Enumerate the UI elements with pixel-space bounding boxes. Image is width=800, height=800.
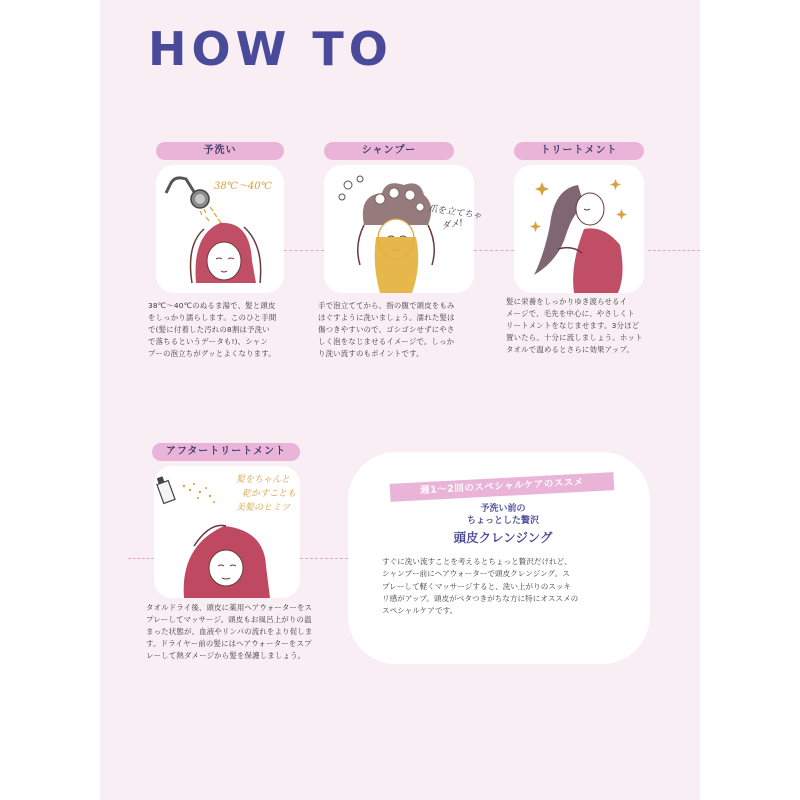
shower-illustration [156,165,284,293]
desc-line: す。ドライヤー前の髪にはヘアウォーターをスプ [146,638,312,648]
desc-line: レーして熱ダメージから髪を保護しましょう。 [146,650,306,660]
desc-line: 38℃〜40℃のぬるま湯で、髪と頭皮 [148,301,276,310]
special-care-heading: 頭皮クレンジング [453,530,553,545]
desc-line: 手で泡立ててから、指の腹で頭皮をもみ [318,301,455,310]
body-line: シャンプー前にヘアウォーターで頭皮クレンジング。ス [382,569,570,579]
special-care-subtitle [408,504,598,527]
step-illustration-treatment [514,165,644,293]
step-illustration-prewash [156,165,284,293]
connector-line [300,558,348,559]
desc-line: 髪に栄養をしっかりゆき渡らせるイ [506,297,628,306]
body-line: すぐに洗い流すことを考えるとちょっと贅沢だけれど、 [382,557,572,566]
step-label-shampoo: シャンプー [324,142,454,160]
step-illustration-shampoo [324,165,483,293]
step-description-treatment [506,296,656,356]
how-to-page [100,0,700,800]
handwriting-note-2: 乾かすことも [242,489,297,499]
subtitle-line-1: 予洗い前の [480,504,526,514]
subtitle-line-2: ちょっとした贅沢 [466,515,539,526]
desc-line: タオルドライ後、頭皮に薬用ヘアウォーターをス [146,603,313,612]
step-label-after-treatment: アフタートリートメント [152,443,300,461]
connector-line [648,250,700,251]
desc-line: リートメントをなじませます。3分ほど [506,320,640,330]
desc-line: プーの泡立ちがグッとよくなります。 [148,348,276,358]
desc-line: タオルで温めるとさらに効果アップ。 [506,344,634,354]
body-line: プレーして軽くマッサージすると、洗い上がりのスッキ [382,581,572,591]
desc-line: ほぐすように洗いましょう。濡れた髪は [318,312,455,322]
desc-line: 置いたら、十分に流しましょう。ホット [506,332,643,342]
shampoo-illustration [324,165,483,293]
body-line: リ感がアップ。頭皮がベタつきがちな方に特にオススメの [382,593,579,603]
handwriting-note-3: 美髪のヒミツ [236,503,291,513]
body-line: スペシャルケアです。 [382,606,458,616]
desc-line: り洗い流すのもポイントです。 [318,348,424,358]
handwriting-note-1: 爪を立てちゃ [427,204,483,222]
connector-line [284,250,324,251]
desc-line: で落ちるというデータも!)、シャン [148,336,268,346]
treatment-illustration [514,165,644,293]
desc-line: まった状態が、血液やリンパの流れをより促しま [146,626,313,636]
desc-line: プレーしてマッサージ。頭皮もお風呂上がりの温 [146,614,312,624]
step-illustration-after-treatment [154,466,300,598]
desc-line: 傷つきやすいので、ゴシゴシせずにやさ [318,324,455,334]
connector-line [128,558,154,559]
temperature-note: 38℃〜40℃ [214,181,272,192]
step-description-prewash [148,300,298,360]
page-title: HOW TO [148,22,393,76]
special-care-body [382,556,632,617]
handwriting-note-1: 髪をちゃんと [236,475,291,485]
handwriting-note-2: ダメ! [440,218,464,232]
desc-line: メージで、毛先を中心に、やさしくト [506,308,635,318]
desc-line: で(髪に付着した汚れの8割は予洗い [148,324,270,334]
step-label-prewash: 予洗い [156,142,284,160]
after-treatment-illustration [154,466,300,598]
desc-line: をしっかり濡らします。このひと手間 [148,312,277,322]
connector-line [474,250,514,251]
step-description-shampoo [318,300,478,360]
special-care-ribbon: 週1〜2回のスペシャルケアのススメ [390,472,615,502]
special-care-card [348,452,650,664]
step-description-after-treatment [146,602,342,662]
step-label-treatment: トリートメント [514,142,644,160]
desc-line: しく泡をなじませるイメージで。しっか [318,336,455,346]
